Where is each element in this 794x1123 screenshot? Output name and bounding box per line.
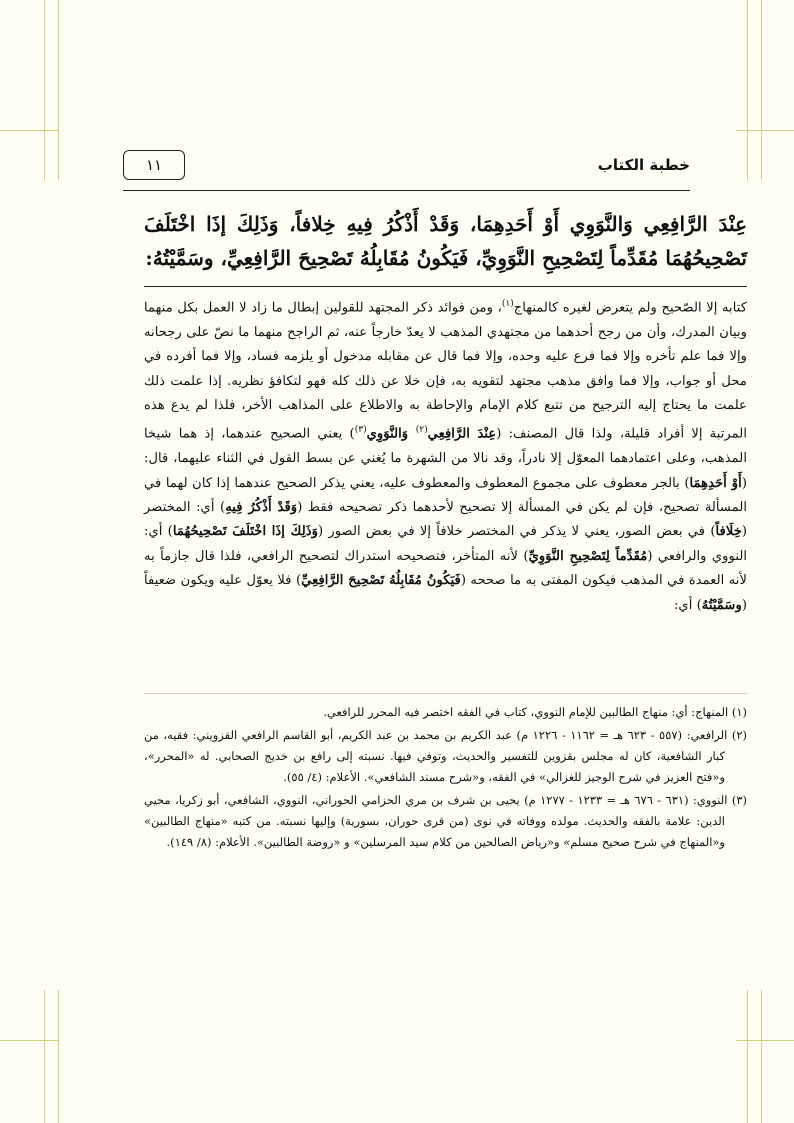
frame-line-right-bottom-inner: [761, 990, 762, 1123]
header-rule: [123, 190, 690, 191]
commentary-run: ) لأنه المتأخر، فتصحيحه استدراك لتصحيح الرافعي، فلذا قال جازماً به لأنه العمدة في المذهب فيكون المفتى به ما صححه (: [144, 548, 747, 589]
frame-line-left-outer: [44, 0, 45, 180]
quoted-matn: وسَمَّيْتُهُ: [701, 597, 742, 613]
frame-line-right-outer: [747, 0, 748, 180]
footnote-marker: (١): [501, 299, 514, 309]
commentary-paragraph: [144, 292, 747, 618]
commentary-run: ، ومن فوائد ذكر المجتهد للقولين إبطال ما زاد لا العمل بكل منهما وبيان المدرك، وأن من رجح أحدهما من مجتهدي المذهب لا يعدّ خارجاً عنه، ثم الراجح منهما ما نصّ على رجحانه وإلا فما علم تأخره وإلا فما فرع عليه وحده، وإلا فما قال عن مقابله مدخول أو يلزمه فساد، وإلا فما أفرده في محل أو جواب، وإلا فما وافق مذهب مجتهد لتقويه به، فإن خلا عن ذلك كله فهو لتكافؤ نظريه. إذا علمت ذلك علمت ما يحتاج إليه الترجيح من تتبع كلام الإمام والإحاطة به والاطلاع على المذاهب الأخر، فلذا لم يدع هذه المرتبة إلا أفراد قليلة، ولذا قال المصنف: (: [144, 300, 747, 442]
footnotes-divider: [144, 693, 747, 694]
commentary-run: ) أي: النووي والرافعي (: [144, 524, 748, 564]
commentary-run: ) أي:: [673, 597, 702, 613]
commentary-run: ) بالجر معطوف على مجموع المعطوف والمعطوف عليه، يعني يذكر الصحيح عندهما إذا كان لهما في المسألة تصحيح، فإن لم يكن في المسألة إلا تصحيح لأحدهما ذكر تصحيحه فقط (: [144, 475, 748, 516]
frame-line-bottom-right: [736, 1040, 794, 1041]
quoted-matn: مُقَدِّماً لِتَصْحِيحِ النَّوَوِيِّ: [528, 548, 648, 564]
matn-text: عِنْدَ الرَّافِعِي وَالنَّوَوِي أَوْ أَحَدِهِمَا، وَقَدْ أَذْكُرُ فِيهِ خِلافاً، وَذَلِكَ إذَا اخْتَلَفَ تَصْحِيحُهُمَا مُقَدِّماً لِتَصْحِيحِ النَّوَوِيِّ، فَيَكُونُ مُقَابِلُهُ تَصْحِيحَ الرَّافِعِيِّ، وسَمَّيْتُهُ:: [144, 212, 747, 270]
commentary-run: كتابه إلا الصّحيح ولم يتعرض لغيره كالمنهاج: [513, 300, 747, 316]
frame-line-left-inner: [58, 0, 59, 180]
quoted-matn: خِلَافاً: [715, 524, 742, 540]
frame-line-left-bottom-outer: [44, 990, 45, 1123]
commentary-run: ) أي: المختصر (: [144, 500, 747, 540]
running-title: خطبة الكتاب: [597, 156, 690, 174]
page-header: [85, 150, 690, 194]
footnote-3: (٣) النووي: (٦٣١ - ٦٧٦ هـ = ١٢٣٣ - ١٢٧٧ م) يحيى بن شرف بن مري الحزامي الحوراني، النووي، الشافعي، أبو زكريا، محيي الدين: علامة بالفقه والحديث. مولده ووفاته في نوى (من قرى حوران، بسورية) وإليها نسبته. من كتبه «منهاج الطالبين» و«المنهاج في شرح صحيح مسلم» و«رياض الصالحين من كلام سيد المرسلين» و «روضة الطالبين». الأعلام: (٨/ ١٤٩).: [144, 793, 748, 849]
commentary-run: ) في بعض الصور، يعني لا يذكر في المختصر خلافاً إلا في بعض الصور (: [317, 524, 716, 540]
frame-line-top-right: [736, 130, 794, 131]
commentary-run: ) يعني الصحيح عندهما، إذ هما شيخا المذهب، وعلى اعتمادهما المعوّل إلا نادراً، وقد نالا من الشهرة ما يُغني عن بسط القول في الثناء عليهما، قال: (: [144, 426, 747, 491]
footnote-marker: (٢): [415, 425, 428, 436]
quoted-matn: أَوْ أَحَدِهِمَا: [689, 475, 742, 491]
quoted-matn: وَالنَّوَوِي: [366, 426, 416, 442]
quoted-matn: فَيَكُونُ مُقَابِلُهُ تَصْحِيحَ الرَّافِعِيِّ: [301, 573, 461, 589]
frame-line-left-bottom-inner: [58, 990, 59, 1123]
commentary-run: ) فلا يعوّل عليه ويكون ضعيفاً (: [144, 573, 747, 613]
footnote-2: (٢) الرافعي: (٥٥٧ - ٦٢٣ هـ = ١١٦٢ - ١٢٢٦ م) عبد الكريم بن محمد بن عبد الكريم، أبو القاسم الرافعي القزويني: فقيه، من كبار الشافعية، كان له مجلس بقزوين للتفسير والحديث، وتوفي فيها. نسبته إلى رافع بن خديج الصحابي. له «المحرر»، و«فتح العزيز في شرح الوجيز للغزالي» في الفقه، و«شرح مسند الشافعي». الأعلام: (٤/ ٥٥).: [144, 728, 747, 784]
frame-line-right-inner: [761, 0, 762, 180]
commentary-text: [144, 292, 747, 618]
frame-line-bottom-left: [0, 1040, 58, 1041]
frame-line-right-bottom-outer: [747, 990, 748, 1123]
frame-line-top-left: [0, 130, 58, 131]
page-number: ١١: [123, 150, 185, 180]
quoted-matn: وَذَلِكَ إذَا اخْتَلَفَ تَصْحِيحُهُمَا: [172, 524, 318, 540]
footnotes: [144, 702, 747, 855]
matn-divider: [144, 286, 747, 287]
footnote-marker: (٣): [354, 425, 367, 436]
quoted-matn: عِنْدَ الرَّافِعِي: [427, 426, 497, 442]
quoted-matn: وَقَدْ أَذْكُرُ فِيهِ: [225, 500, 298, 516]
footnote-1: (١) المنهاج: أي: منهاج الطالبين للإمام النووي، كتاب في الفقه اختصر فيه المحرر للرافعي.: [323, 705, 747, 719]
